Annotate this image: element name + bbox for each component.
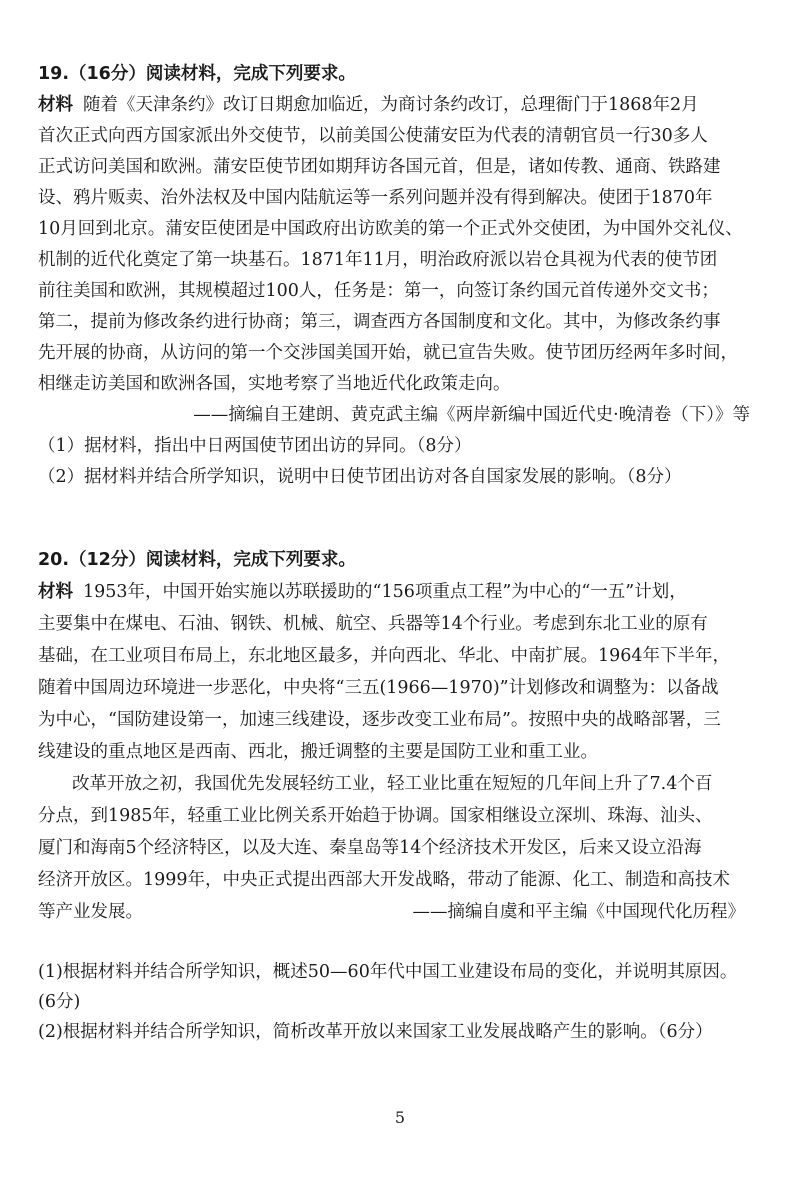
q19-line: 第二，提前为修改条约进行协商；第三，调查西方各国制度和文化。其中，为修改条约事 — [38, 312, 721, 332]
q20-source: ——摘编自虞和平主编《中国现代化历程》 — [412, 902, 745, 922]
q20-line: 线建设的重点地区是西南、西北，搬迁调整的主要是国防工业和重工业。 — [38, 742, 598, 762]
q20-material-label: 材料 — [38, 582, 73, 602]
q20-material-line — [38, 580, 754, 604]
q19-line: 相继走访美国和欧洲各国，实地考察了当地近代化政策走向。 — [38, 374, 511, 394]
q19-line: 设、鸦片贩卖、治外法权及中国内陆航运等一系列问题并没有得到解决。使团于1870年 — [38, 188, 713, 208]
q20-line: 基础，在工业项目布局上，东北地区最多，并向西北、华北、中南扩展。1964年下半年， — [38, 646, 731, 666]
q19-question-1: （1）据材料，指出中日两国使节团出访的异同。（8分） — [38, 436, 472, 456]
q19-line: 首次正式向西方国家派出外交使节，以前美国公使蒲安臣为代表的清朝官员一行30多人 — [38, 126, 708, 146]
q20-line: 等产业发展。 — [38, 902, 143, 922]
q20-line-text: 1953年，中国开始实施以苏联援助的“156项重点工程”为中心的“一五”计划， — [83, 582, 687, 602]
q19-line: 10月回到北京。蒲安臣使团是中国政府出访欧美的第一个正式外交使团，为中国外交礼仪、 — [38, 219, 743, 239]
q19-material-label: 材料 — [38, 95, 73, 115]
q20-line: 主要集中在煤电、石油、钢铁、机械、航空、兵器等14个行业。考虑到东北工业的原有 — [38, 614, 708, 634]
q19-question-2: （2）据材料并结合所学知识，说明中日使节团出访对各自国家发展的影响。（8分） — [38, 467, 682, 487]
q20-line: 改革开放之初，我国优先发展轻纺工业，轻工业比重在短短的几年间上升了7.4个百 — [72, 774, 713, 794]
q20-question-2: (2)根据材料并结合所学知识，简析改革开放以来国家工业发展战略产生的影响。（6分） — [38, 1022, 713, 1042]
q19-line: 机制的近代化奠定了第一块基石。1871年11月，明治政府派以岩仓具视为代表的使节团 — [38, 250, 718, 270]
q19-material-line — [38, 93, 754, 117]
page-number: 5 — [394, 1108, 406, 1127]
q20-line: 厦门和海南5个经济特区，以及大连、秦皇岛等14个经济技术开发区，后来又设立沿海 — [38, 838, 702, 858]
q20-question-1-score: (6分) — [38, 992, 81, 1012]
q19-source: ——摘编自王建朗、黄克武主编《两岸新编中国近代史·晚清卷（下）》等 — [193, 405, 750, 425]
q20-line: 分点，到1985年，轻重工业比例关系开始趋于协调。国家相继设立深圳、珠海、汕头、 — [38, 806, 713, 826]
q19-line: 先开展的协商，从访问的第一个交涉国美国开始，就已宣告失败。使节团历经两年多时间， — [38, 343, 738, 363]
q19-line: 正式访问美国和欧洲。蒲安臣使节团如期拜访各国元首，但是，诸如传教、通商、铁路建 — [38, 157, 721, 177]
q19-heading: 19.（16分）阅读材料，完成下列要求。 — [38, 64, 356, 84]
q20-line: 为中心，“国防建设第一，加速三线建设，逐步改变工业布局”。按照中央的战略部署，三 — [38, 710, 721, 730]
q20-heading: 20.（12分）阅读材料，完成下列要求。 — [38, 550, 356, 570]
q19-line-text: 随着《天津条约》改订日期愈加临近，为商讨条约改订，总理衙门于1868年2月 — [83, 95, 699, 115]
q20-line: 经济开放区。1999年，中央正式提出西部大开发战略，带动了能源、化工、制造和高技术 — [38, 870, 731, 890]
q20-question-1: (1)根据材料并结合所学知识，概述50—60年代中国工业建设布局的变化，并说明其原因。 — [38, 962, 738, 982]
q20-line: 随着中国周边环境进一步恶化，中央将“三五(1966—1970)”计划修改和调整为：以备战 — [38, 678, 719, 698]
q19-line: 前往美国和欧洲，其规模超过100人，任务是：第一，向签订条约国元首传递外交文书； — [38, 281, 719, 301]
